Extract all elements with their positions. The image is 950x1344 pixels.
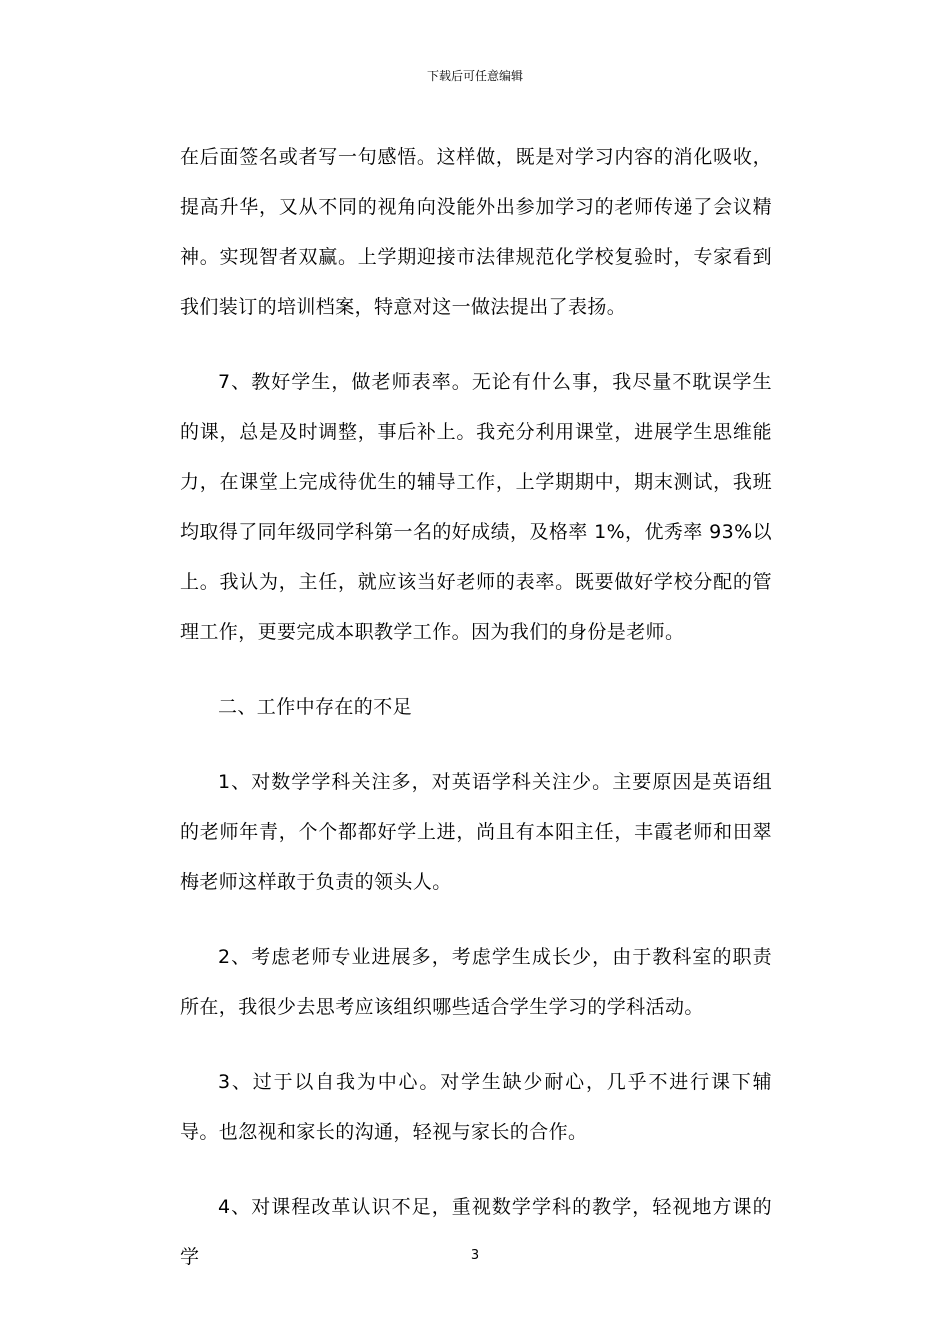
page-number: 3 xyxy=(470,1248,480,1263)
paragraph-continued: 在后面签名或者写一句感悟。这样做，既是对学习内容的消化吸收，提高升华，又从不同的视角向没能外出参加学习的老师传递了会议精神。实现智者双赢。上学期迎接市法律规范化学校复验时，专家看到我们装订的培训档案，特意对这一做法提出了表扬。 xyxy=(180,146,772,318)
paragraph-item-4: 4、对课程改革认识不足，重视数学学科的教学，轻视地方课的学 xyxy=(180,1196,772,1268)
section-heading: 二、工作中存在的不足 xyxy=(218,696,413,718)
document-body xyxy=(180,132,772,1282)
page-header: 下载后可任意编辑 xyxy=(426,69,523,83)
paragraph-item-3: 3、过于以自我为中心。对学生缺少耐心，几乎不进行课下辅导。也忽视和家长的沟通，轻视与家长的合作。 xyxy=(180,1071,772,1143)
paragraph-item-7: 7、教好学生，做老师表率。无论有什么事，我尽量不耽误学生的课，总是及时调整，事后补上。我充分利用课堂，进展学生思维能力，在课堂上完成待优生的辅导工作，上学期期中，期末测试，我班均取得了同年级同学科第一名的好成绩，及格率 1%，优秀率 93%以上。我认为，主任，就应该当好老师的表率。既要做好学校分配的管理工作，更要完成本职教学工作。因为我们的身份是老师。 xyxy=(180,371,772,643)
paragraph-item-2: 2、考虑老师专业进展多，考虑学生成长少，由于教科室的职责所在，我很少去思考应该组织哪些适合学生学习的学科活动。 xyxy=(180,946,772,1018)
paragraph-item-1: 1、对数学学科关注多，对英语学科关注少。主要原因是英语组的老师年青，个个都都好学上进，尚且有本阳主任，丰霞老师和田翠梅老师这样敢于负责的领头人。 xyxy=(180,771,772,893)
